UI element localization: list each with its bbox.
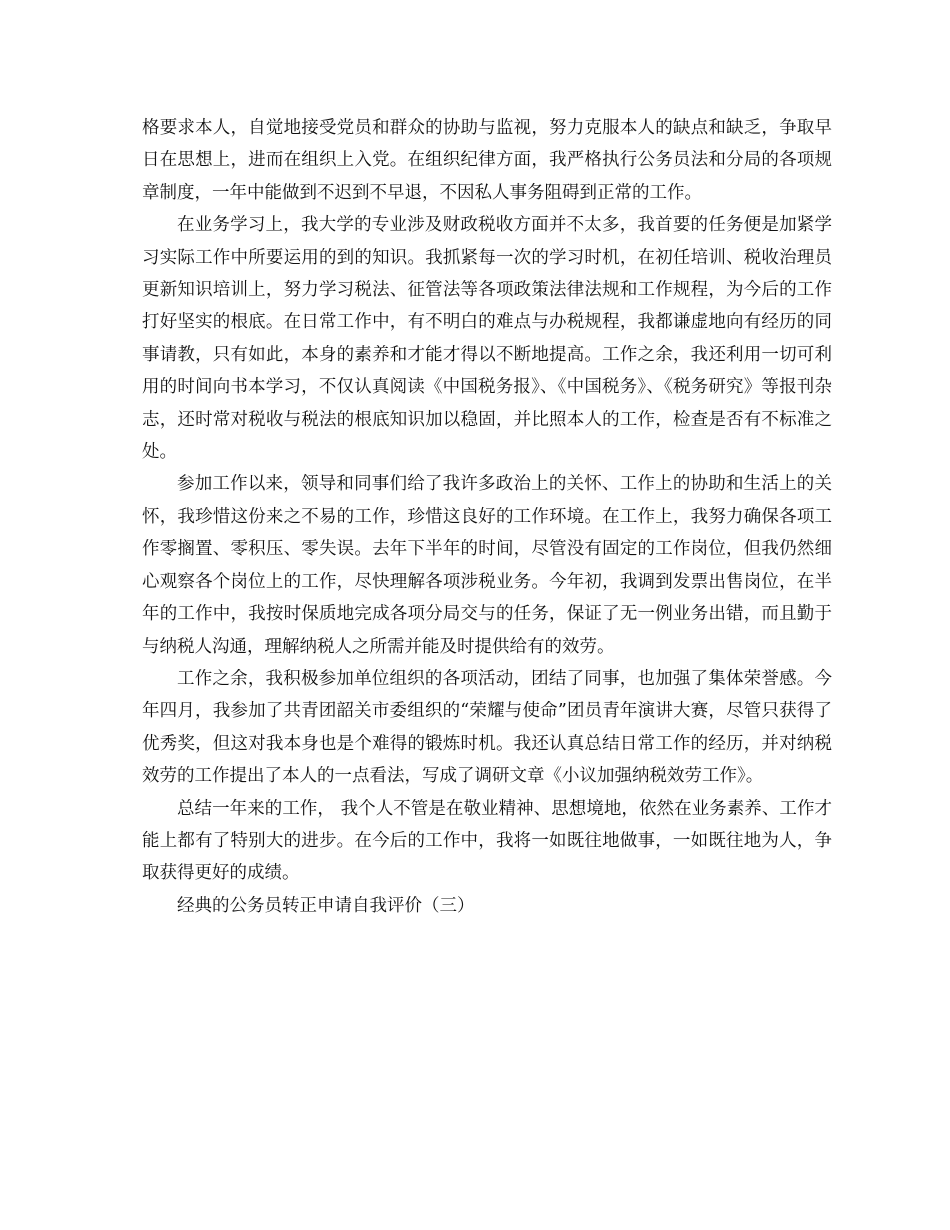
paragraph-4: 工作之余，我积极参加单位组织的各项活动，团结了同事，也加强了集体荣誉感。今年四月，我参加了共青团韶关市委组织的“荣耀与使命”团员青年演讲大赛，尽管只获得了优秀奖，但这对我本身也是个难得的锻炼时机。我还认真总结日常工作的经历，并对纳税效劳的工作提出了本人的一点看法，写成了调研文章《小议加强纳税效劳工作》。 bbox=[142, 668, 832, 787]
section-heading: 经典的公务员转正申请自我评价（三） bbox=[177, 895, 475, 916]
paragraph-3: 参加工作以来，领导和同事们给了我许多政治上的关怀、工作上的协助和生活上的关怀，我珍惜这份来之不易的工作，珍惜这良好的工作环境。在工作上，我努力确保各项工作零搁置、零积压、零失误。去年下半年的时间，尽管没有固定的工作岗位，但我仍然细心观察各个岗位上的工作，尽快理解各项涉税业务。今年初，我调到发票出售岗位，在半年的工作中，我按时保质地完成各项分局交与的任务，保证了无一例业务出错，而且勤于与纳税人沟通，理解纳税人之所需并能及时提供给有的效劳。 bbox=[142, 474, 832, 657]
paragraph-2: 在业务学习上，我大学的专业涉及财政税收方面并不太多，我首要的任务便是加紧学习实际工作中所要运用的到的知识。我抓紧每一次的学习时机，在初任培训、税收治理员更新知识培训上，努力学习税法、征管法等各项政策法律法规和工作规程，为今后的工作打好坚实的根底。在日常工作中，有不明白的难点与办税规程，我都谦虚地向有经历的同事请教，只有如此，本身的素养和才能才得以不断地提高。工作之余，我还利用一切可利用的时间向书本学习，不仅认真阅读《中国税务报》、《中国税务》、《税务研究》等报刊杂志，还时常对税收与税法的根底知识加以稳固，并比照本人的工作，检查是否有不标准之处。 bbox=[142, 215, 832, 463]
paragraph-5: 总结一年来的工作， 我个人不管是在敬业精神、思想境地，依然在业务素养、工作才能上都有了特别大的进步。在今后的工作中，我将一如既往地做事，一如既往地为人，争取获得更好的成绩。 bbox=[142, 798, 832, 884]
document-body bbox=[142, 112, 832, 922]
paragraph-1: 格要求本人，自觉地接受党员和群众的协助与监视，努力克服本人的缺点和缺乏，争取早日在思想上，进而在组织上入党。在组织纪律方面，我严格执行公务员法和分局的各项规章制度，一年中能做到不迟到不早退，不因私人事务阻碍到正常的工作。 bbox=[142, 118, 832, 203]
